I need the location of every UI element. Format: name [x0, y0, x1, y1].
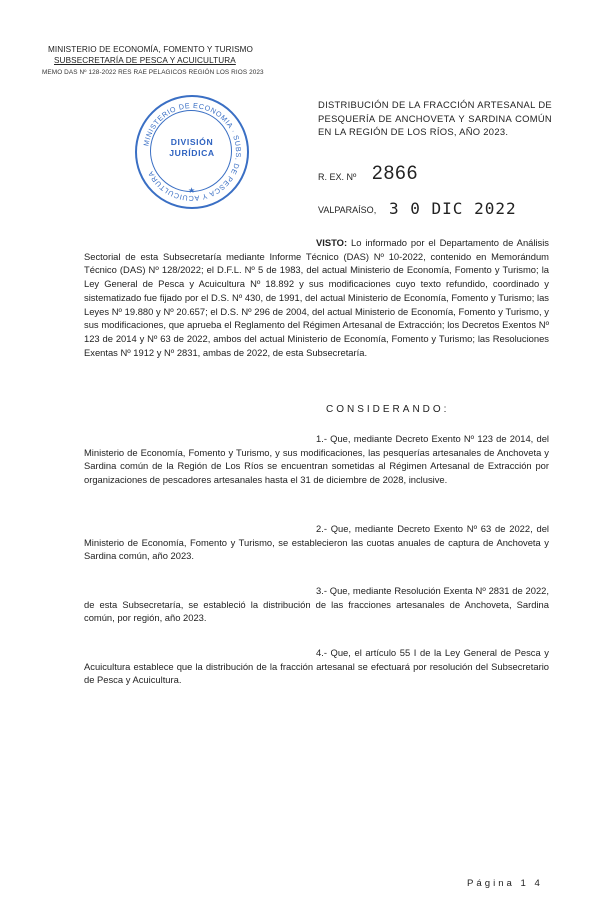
division-juridica-stamp: [135, 95, 249, 209]
page-number: Página 1 4: [467, 878, 543, 889]
considerando-item-1: 1.- Que, mediante Decreto Exento Nº 123 de 2014, del Ministerio de Economía, Fomento y Turismo, y sus modificaciones, las pesquerías artesanales de Anchoveta y Sardina común de la Región de Los Ríos se encuentran sometidas al Régimen Artesanal de Extracción por organizaciones de pescadores artesanales hasta el 31 de diciembre de 2028, inclusive.: [84, 433, 549, 486]
considerando-item-4: 4.- Que, el artículo 55 I de la Ley General de Pesca y Acuicultura establece que la distribución de la fracción artesanal se efectuará por resolución del Subsecretario de Pesca y Acuicultura.: [84, 647, 549, 686]
visto-label: VISTO:: [316, 237, 348, 248]
considerando-heading: CONSIDERANDO:: [326, 404, 450, 415]
stamp-line-2: JURÍDICA: [169, 148, 215, 158]
subsecretariat-name: SUBSECRETARÍA DE PESCA Y ACUICULTURA: [54, 56, 236, 65]
considerando-item-3: 3.- Que, mediante Resolución Exenta Nº 2831 de 2022, de esta Subsecretaría, se estableció la distribución de las fracciones artesanales de Anchoveta, Sardina común, por región, año 2023.: [84, 585, 549, 624]
stamp-line-1: DIVISIÓN: [170, 137, 214, 147]
svg-text:MINISTERIO DE ECONOMIA · SUBS.: MINISTERIO DE ECONOMIA · SUBS. DE PESCA Y ACUICULTURA: [141, 100, 244, 204]
considerando-item-2: 2.- Que, mediante Decreto Exento Nº 63 de 2022, del Ministerio de Economía, Fomento y Turismo, se establecieron las cuotas anuales de captura de Anchoveta y Sardina común, año 2023.: [84, 523, 549, 562]
stamp-label: [137, 137, 247, 159]
ministry-name: MINISTERIO DE ECONOMÍA, FOMENTO Y TURISMO: [48, 45, 254, 54]
memo-reference: MEMO DAS Nº 128-2022 RES RAE PELAGICOS REGIÓN LOS RIOS 2023: [42, 69, 264, 76]
visto-paragraph: [84, 236, 549, 359]
place-label: VALPARAÍSO,: [318, 205, 377, 215]
visto-text: Lo informado por el Departamento de Análisis Sectorial de esta Subsecretaría mediante Informe Técnico (DAS) Nº 10-2022, contenido en Memorándum Técnico (DAS) Nº 128/2022; el D.F.L. Nº 5 de 1983, del actual Ministerio de Economía, Fomento y Turismo; la Ley General de Pesca y Acuicultura Nº 18.892 y sus modificaciones cuyo texto refundido, coordinado y sistematizado fue fijado por el D.S. Nº 430, de 1991, del actual Ministerio de Economía, Fomento y Turismo; las Leyes Nº 19.880 y Nº 20.657; el D.S. Nº 296 de 2004, del actual Ministerio de Economía, Fomento y Turismo, y sus modificaciones, que aprueba el Reglamento del Régimen Artesanal de Extracción; los Decretos Exentos Nº 123 de 2014 y Nº 63 de 2022, ambos del actual Ministerio de Economía, Fomento y Turismo; las Resoluciones Exentas Nº 1912 y Nº 2831, ambas de 2022, de esta Subsecretaría.: [84, 237, 549, 358]
resolution-date: 3 0 DIC 2022: [389, 199, 517, 218]
star-icon: ★: [188, 186, 196, 195]
document-title: DISTRIBUCIÓN DE LA FRACCIÓN ARTESANAL DE PESQUERÍA DE ANCHOVETA Y SARDINA COMÚN EN LA REGIÓN DE LOS RÍOS, AÑO 2023.: [318, 99, 552, 138]
resolution-label: R. EX. Nº: [318, 172, 357, 182]
letterhead: [42, 44, 272, 78]
resolution-number: 2866: [372, 163, 419, 184]
